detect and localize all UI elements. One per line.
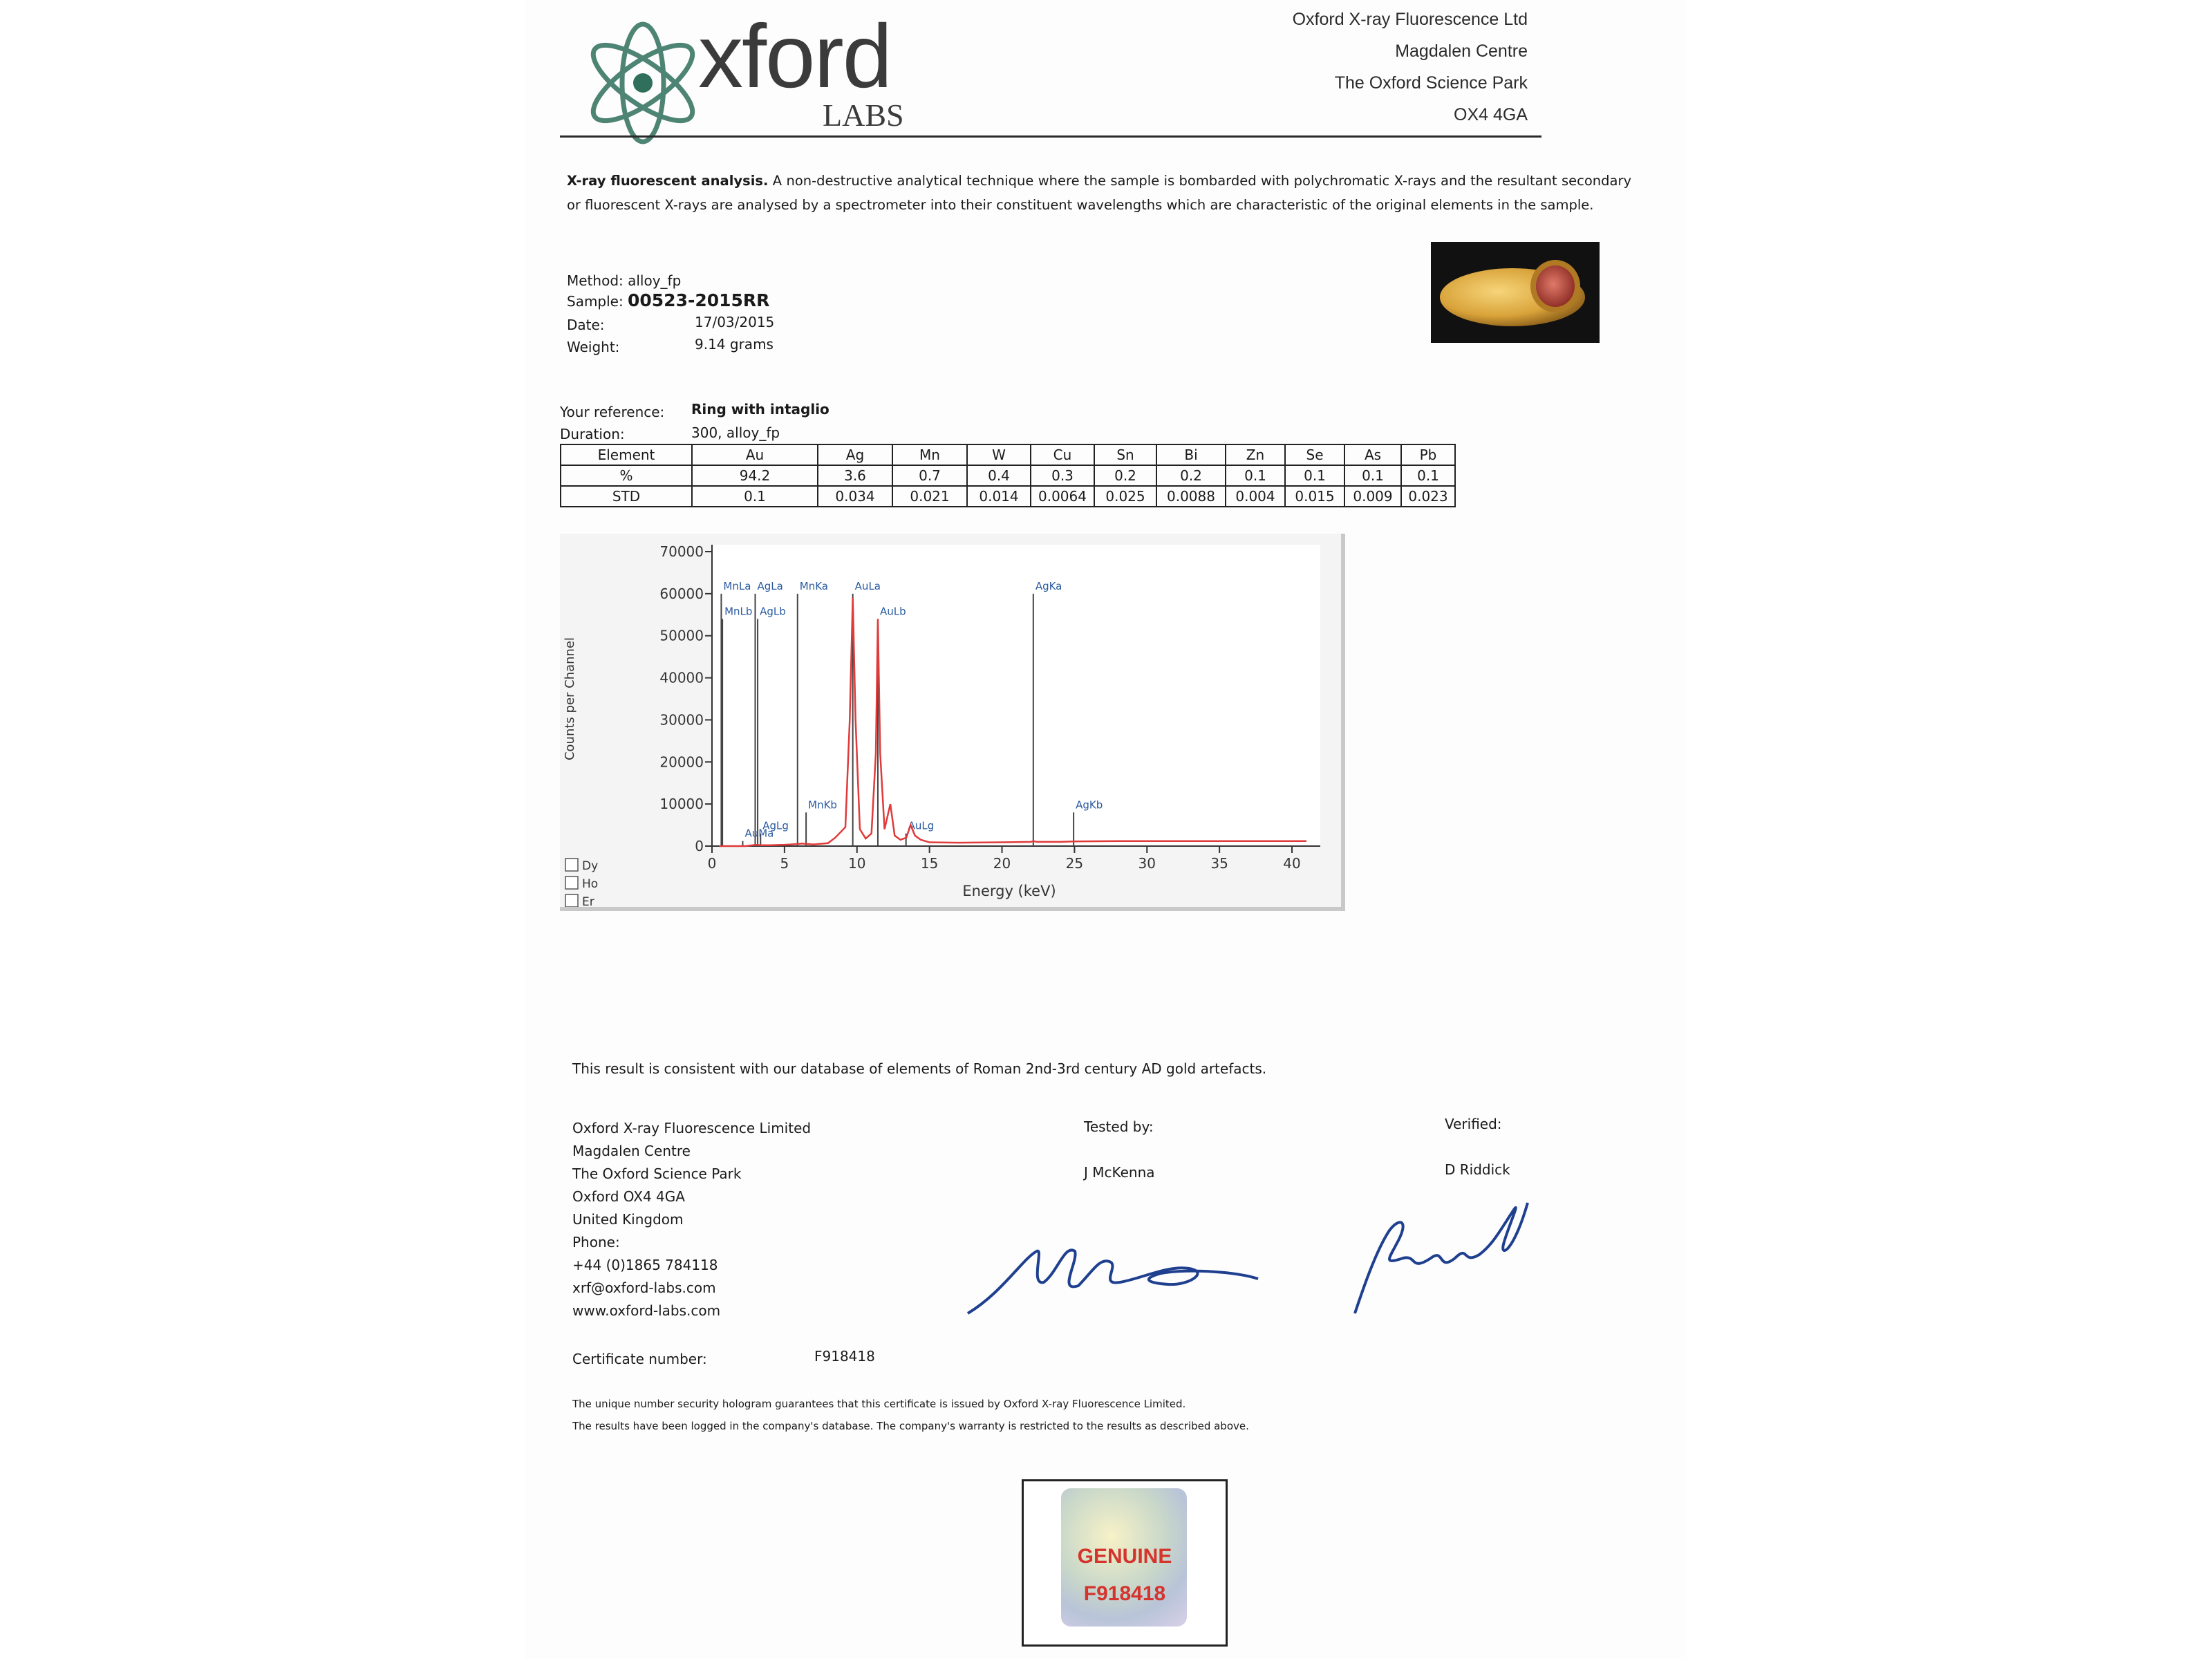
x-tick-label: 40 — [1283, 855, 1301, 872]
company-line: +44 (0)1865 784118 — [572, 1257, 718, 1273]
legend-checkbox — [565, 894, 578, 907]
results-table — [560, 444, 1456, 507]
duration-value: 300, alloy_fp — [691, 424, 780, 441]
table-cell: 0.3 — [1031, 465, 1094, 486]
conclusion-text: This result is consistent with our database of elements of Roman 2nd-3rd century AD gold artefacts. — [572, 1060, 1267, 1077]
intro-paragraph — [567, 169, 1631, 217]
header-divider — [560, 135, 1541, 138]
company-line: The Oxford Science Park — [572, 1165, 742, 1182]
table-cell: 0.1 — [692, 486, 818, 507]
y-tick-label: 0 — [695, 838, 704, 854]
x-tick-label: 5 — [780, 855, 789, 872]
x-tick-label: 15 — [920, 855, 939, 872]
x-tick-label: 10 — [848, 855, 866, 872]
certificate-page — [525, 0, 1687, 1659]
table-cell: 0.4 — [967, 465, 1031, 486]
hologram-number: F918418 — [1083, 1582, 1166, 1605]
table-cell: 0.023 — [1401, 486, 1455, 507]
header-address-line: OX4 4GA — [1454, 105, 1528, 124]
table-cell: 94.2 — [692, 465, 818, 486]
table-cell: 3.6 — [818, 465, 892, 486]
table-row — [561, 486, 1455, 507]
hologram-box — [1022, 1479, 1228, 1647]
table-header-cell: Cu — [1031, 444, 1094, 465]
y-tick-label: 70000 — [659, 543, 704, 560]
legend-checkbox — [565, 877, 578, 889]
logo-wordmark: xford — [698, 6, 892, 106]
table-header-cell: Element — [561, 444, 692, 465]
company-address — [572, 1117, 811, 1322]
company-line: Phone: — [572, 1234, 620, 1250]
x-tick-label: 0 — [707, 855, 717, 872]
reference-value: Ring with intaglio — [691, 401, 830, 418]
table-cell: 0.015 — [1285, 486, 1344, 507]
table-cell: STD — [561, 486, 692, 507]
table-cell: 0.7 — [892, 465, 967, 486]
company-line: Oxford OX4 4GA — [572, 1188, 685, 1205]
company-line: Magdalen Centre — [572, 1143, 691, 1159]
date-value: 17/03/2015 — [695, 314, 775, 330]
reference-label: Your reference: — [560, 404, 665, 420]
line-marker-label: MnLa — [723, 579, 751, 592]
sample-label: Sample: — [567, 293, 624, 310]
legend-label: Ho — [582, 877, 599, 891]
certificate-label: Certificate number: — [572, 1351, 707, 1367]
spectrum-chart-panel — [560, 534, 1345, 911]
y-tick-label: 40000 — [659, 669, 704, 686]
y-tick-label: 60000 — [659, 585, 704, 602]
atom-logo-icon — [581, 14, 705, 152]
x-axis-label: Energy (keV) — [962, 883, 1056, 899]
table-cell: 0.025 — [1094, 486, 1156, 507]
company-line: www.oxford-labs.com — [572, 1302, 721, 1319]
line-marker-label: AgLb — [760, 605, 786, 618]
table-cell: 0.034 — [818, 486, 892, 507]
notice-text: The results have been logged in the company's database. The company's warranty is restricted to the results as described above. — [572, 1420, 1249, 1432]
table-cell: 0.0088 — [1156, 486, 1226, 507]
tested-by-name: J McKenna — [1084, 1164, 1155, 1181]
table-header-cell: Zn — [1226, 444, 1285, 465]
table-cell: 0.2 — [1156, 465, 1226, 486]
logo-subtitle: LABS — [823, 97, 904, 133]
intro-heading: X-ray fluorescent analysis. — [567, 173, 769, 189]
line-marker-label: AuLb — [879, 605, 906, 618]
method-text: Method: alloy_fp — [567, 272, 682, 289]
line-marker-label: MnKb — [808, 798, 837, 812]
table-cell: 0.1 — [1226, 465, 1285, 486]
date-label: Date: — [567, 317, 605, 333]
sample-value: 00523-2015RR — [628, 290, 770, 310]
y-tick-label: 20000 — [659, 753, 704, 771]
x-tick-label: 35 — [1210, 855, 1228, 872]
table-cell: % — [561, 465, 692, 486]
y-axis-label: Counts per Channel — [563, 637, 577, 761]
weight-label: Weight: — [567, 339, 620, 355]
company-line: xrf@oxford-labs.com — [572, 1280, 716, 1296]
verified-signature — [1341, 1189, 1548, 1327]
verified-name: D Riddick — [1445, 1161, 1510, 1178]
certificate-number: F918418 — [814, 1348, 875, 1365]
verified-label: Verified: — [1445, 1116, 1502, 1132]
x-tick-label: 25 — [1065, 855, 1084, 872]
table-cell: 0.009 — [1344, 486, 1401, 507]
table-header-cell: Ag — [818, 444, 892, 465]
y-tick-label: 10000 — [659, 796, 704, 813]
table-cell: 0.0064 — [1031, 486, 1094, 507]
table-row — [561, 465, 1455, 486]
line-marker-label: AuLa — [854, 579, 881, 592]
line-marker-label: AgKb — [1076, 798, 1103, 812]
table-cell: 0.021 — [892, 486, 967, 507]
y-tick-label: 50000 — [659, 627, 704, 644]
line-marker-label: AuLg — [908, 819, 935, 832]
hologram-genuine-text: GENUINE — [1077, 1545, 1172, 1568]
company-line: United Kingdom — [572, 1211, 684, 1228]
table-cell: 0.004 — [1226, 486, 1285, 507]
table-header-cell: As — [1344, 444, 1401, 465]
table-header-cell: Au — [692, 444, 818, 465]
sample-photo — [1431, 242, 1600, 343]
table-cell: 0.1 — [1401, 465, 1455, 486]
legend-checkbox — [565, 859, 578, 871]
y-tick-label: 30000 — [659, 711, 704, 729]
table-header-cell: W — [967, 444, 1031, 465]
legend-label: Dy — [582, 859, 599, 873]
line-marker-label: MnKa — [799, 579, 828, 592]
table-header-cell: Bi — [1156, 444, 1226, 465]
table-header-row — [561, 444, 1455, 465]
table-header-cell: Mn — [892, 444, 967, 465]
tested-by-label: Tested by: — [1084, 1118, 1154, 1135]
header-address-line: Magdalen Centre — [1395, 41, 1528, 61]
line-marker-label: AgLa — [757, 579, 783, 592]
spectrum-chart — [560, 534, 1341, 907]
line-marker-label: AgKa — [1035, 579, 1062, 592]
legend-label: Er — [582, 895, 594, 907]
table-cell: 0.1 — [1344, 465, 1401, 486]
table-cell: 0.2 — [1094, 465, 1156, 486]
duration-label: Duration: — [560, 426, 625, 442]
table-header-cell: Sn — [1094, 444, 1156, 465]
x-tick-label: 30 — [1138, 855, 1156, 872]
table-header-cell: Se — [1285, 444, 1344, 465]
line-marker-label: AuMa — [744, 827, 774, 840]
line-marker-label: MnLb — [724, 605, 753, 618]
x-tick-label: 20 — [993, 855, 1011, 872]
table-header-cell: Pb — [1401, 444, 1455, 465]
intro-text: A non-destructive analytical technique where the sample is bombarded with polychromatic X-rays and the resultant secondary or fluorescent X-rays are analysed by a spectrometer into their constituent wavelengths which are characteristic of the original elements in the sample. — [567, 173, 1631, 213]
table-cell: 0.014 — [967, 486, 1031, 507]
weight-value: 9.14 grams — [695, 336, 774, 353]
table-cell: 0.1 — [1285, 465, 1344, 486]
header-address-line: Oxford X-ray Fluorescence Ltd — [1292, 10, 1528, 29]
header-address-line: The Oxford Science Park — [1334, 73, 1528, 93]
tested-by-signature — [961, 1230, 1265, 1327]
notice-text: The unique number security hologram guarantees that this certificate is issued by Oxford X-ray Fluorescence Limited. — [572, 1398, 1186, 1410]
line-marker-label: AgLg — [762, 819, 789, 832]
company-line: Oxford X-ray Fluorescence Limited — [572, 1120, 812, 1136]
